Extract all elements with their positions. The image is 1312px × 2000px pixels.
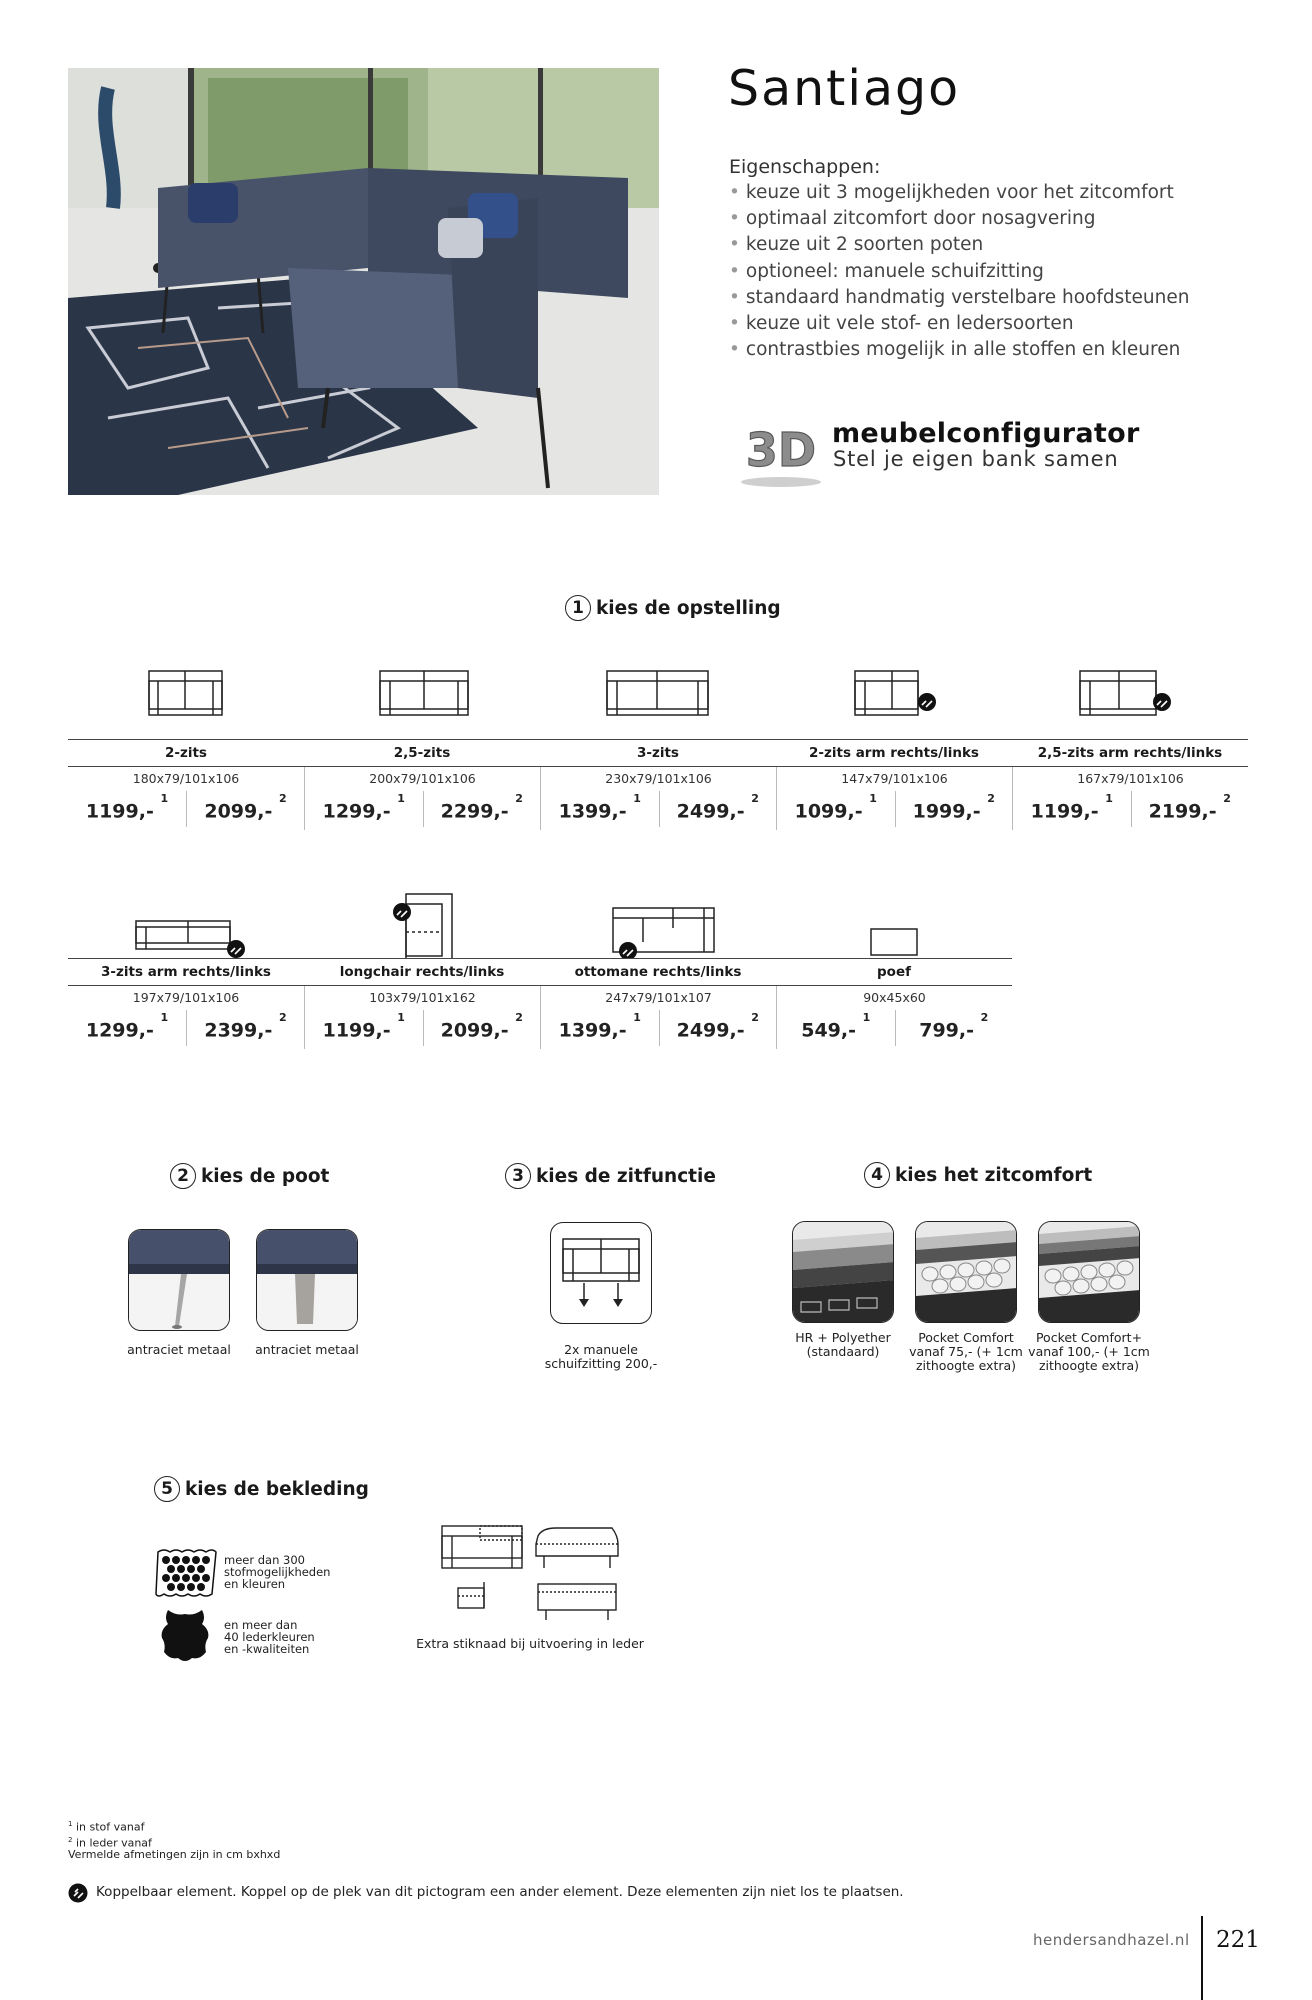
leg-option-2[interactable] xyxy=(256,1229,358,1331)
comfort-option-3-label: Pocket Comfort+ vanaf 100,- (+ 1cm zithoogte extra) xyxy=(1028,1330,1150,1373)
configuration-option[interactable] xyxy=(304,663,540,830)
step4-title: kies het zitcomfort xyxy=(895,1164,1093,1186)
properties-list xyxy=(729,180,1189,363)
price-fabric: 549,- $^1$ xyxy=(801,1011,871,1042)
leather-hide-icon xyxy=(158,1608,212,1668)
pocket-springs-plus-icon xyxy=(1039,1222,1140,1323)
price-leather: 799,- $^2$ xyxy=(895,1010,1013,1046)
option-dimensions: 230x79/101x106 xyxy=(605,771,712,786)
price-leather: 2499,- $^2$ xyxy=(659,791,777,827)
step2-heading xyxy=(170,1163,329,1189)
step1-heading xyxy=(565,595,781,621)
price-fabric: 1399,- $^1$ xyxy=(558,1011,641,1042)
stitching-sofas-icon xyxy=(432,1522,622,1636)
option-dimensions: 197x79/101x106 xyxy=(132,990,240,1005)
property-item: • keuze uit vele stof- en ledersoorten xyxy=(729,311,1189,337)
sofa-2-5-seat-icon xyxy=(304,663,540,739)
option-name: 2,5-zits xyxy=(304,739,540,767)
price-fabric: 1199,- $^1$ xyxy=(85,792,169,823)
step3-heading xyxy=(505,1163,716,1189)
sliding-seat-icon xyxy=(551,1223,652,1324)
configuration-row-1 xyxy=(68,663,1248,830)
price-fabric: 1199,- $^1$ xyxy=(322,1011,405,1042)
step5-heading xyxy=(154,1476,369,1502)
price-fabric: 1099,- $^1$ xyxy=(794,792,877,823)
comfort-option-1[interactable] xyxy=(792,1221,894,1323)
price-fabric: 1299,- $^1$ xyxy=(322,792,405,823)
configuration-option[interactable] xyxy=(540,663,776,830)
option-dimensions: 180x79/101x106 xyxy=(132,771,240,786)
footnote-3: Vermelde afmetingen zijn in cm bxhxd xyxy=(68,1848,281,1862)
price-leather: 2199,- $^2$ xyxy=(1131,791,1249,827)
footnote-2: $^2$ in leder vanaf xyxy=(68,1835,152,1850)
option-dimensions: 200x79/101x106 xyxy=(369,771,476,786)
configuration-option[interactable] xyxy=(776,663,1012,830)
configurator-title[interactable]: meubelconfigurator xyxy=(832,418,1140,449)
sofa-2-seat-arm-icon xyxy=(776,663,1012,739)
ottoman-icon xyxy=(540,882,776,958)
property-item: • keuze uit 3 mogelijkheden voor het zitcomfort xyxy=(729,180,1189,206)
comfort-option-2[interactable] xyxy=(915,1221,1017,1323)
configuration-option[interactable] xyxy=(304,882,540,1049)
comfort-option-2-label: Pocket Comfort vanaf 75,- (+ 1cm zithoogte extra) xyxy=(909,1330,1023,1373)
option-dimensions: 103x79/101x162 xyxy=(369,990,476,1005)
link-icon xyxy=(68,1883,88,1907)
step3-number: 3 xyxy=(505,1163,531,1189)
option-name: 2,5-zits arm rechts/links xyxy=(1012,739,1248,767)
leg-option-2-label: antraciet metaal xyxy=(255,1342,359,1357)
price-leather: 2099,- $^2$ xyxy=(423,1010,541,1046)
option-dimensions: 90x45x60 xyxy=(863,990,926,1005)
property-item: • contrastbies mogelijk in alle stoffen en kleuren xyxy=(729,337,1189,363)
price-leather: 2499,- $^2$ xyxy=(659,1010,777,1046)
product-title: Santiago xyxy=(728,60,961,117)
price-fabric: 1399,- $^1$ xyxy=(558,792,641,823)
leg-block-icon xyxy=(257,1230,358,1331)
option-name: 3-zits arm rechts/links xyxy=(68,958,304,986)
step2-number: 2 xyxy=(170,1163,196,1189)
hero-photo xyxy=(68,68,659,495)
step3-title: kies de zitfunctie xyxy=(536,1165,716,1187)
price-leather: 1999,- $^2$ xyxy=(895,791,1013,827)
svg-text:3D: 3D xyxy=(745,423,817,477)
properties-heading: Eigenschappen: xyxy=(729,156,881,178)
configuration-option[interactable] xyxy=(540,882,776,1049)
footnotes xyxy=(68,1818,280,1861)
comfort-option-3[interactable] xyxy=(1038,1221,1140,1323)
property-item: • keuze uit 2 soorten poten xyxy=(729,232,1189,258)
price-leather: 2099,- $^2$ xyxy=(186,791,304,827)
option-name: poef xyxy=(776,958,1012,986)
option-dimensions: 147x79/101x106 xyxy=(841,771,948,786)
property-item: • optimaal zitcomfort door nosagvering xyxy=(729,206,1189,232)
configuration-option[interactable] xyxy=(1012,663,1248,830)
longchair-icon xyxy=(304,882,540,958)
configuration-option[interactable] xyxy=(776,882,1012,1049)
configurator-subtitle[interactable]: Stel je eigen bank samen xyxy=(833,447,1119,471)
step4-number: 4 xyxy=(864,1162,890,1188)
property-item: • optioneel: manuele schuifzitting xyxy=(729,259,1189,285)
option-name: ottomane rechts/links xyxy=(540,958,776,986)
fabric-swatch-icon xyxy=(154,1548,218,1602)
pouf-icon xyxy=(776,882,1012,958)
sofa-2-5-seat-arm-icon xyxy=(1012,663,1248,739)
configuration-row-2 xyxy=(68,882,1012,1049)
price-fabric: 1299,- $^1$ xyxy=(85,1011,169,1042)
option-name: 2-zits xyxy=(68,739,304,767)
pocket-springs-icon xyxy=(916,1222,1017,1323)
leg-tapered-icon xyxy=(129,1230,230,1331)
option-name: 3-zits xyxy=(540,739,776,767)
step5-number: 5 xyxy=(154,1476,180,1502)
stitch-caption: Extra stiknaad bij uitvoering in leder xyxy=(416,1636,644,1651)
option-name: 2-zits arm rechts/links xyxy=(776,739,1012,767)
foam-layers-icon xyxy=(793,1222,894,1323)
seat-function-label-line2: schuifzitting 200,- xyxy=(544,1356,658,1371)
price-leather: 2299,- $^2$ xyxy=(423,791,541,827)
option-dimensions: 167x79/101x106 xyxy=(1077,771,1184,786)
website-link[interactable]: hendersandhazel.nl xyxy=(1033,1931,1190,1949)
sofa-3-seat-arm-icon xyxy=(68,882,304,958)
option-name: longchair rechts/links xyxy=(304,958,540,986)
seat-function-label-line1: 2x manuele xyxy=(564,1342,638,1357)
step1-number: 1 xyxy=(565,595,591,621)
price-fabric: 1199,- $^1$ xyxy=(1030,792,1113,823)
seat-function-option[interactable] xyxy=(550,1222,652,1324)
option-dimensions: 247x79/101x107 xyxy=(605,990,712,1005)
leather-options-text: en meer dan 40 lederkleuren en -kwaliteiten xyxy=(224,1618,315,1656)
page-number: 221 xyxy=(1216,1927,1260,1953)
sofa-3-seat-icon xyxy=(540,663,776,739)
link-legend-text: Koppelbaar element. Koppel op de plek van dit pictogram een ander element. Deze elementen zijn niet los te plaatsen. xyxy=(96,1884,904,1900)
step4-heading xyxy=(864,1162,1092,1188)
fabric-options-text: meer dan 300 stofmogelijkheden en kleuren xyxy=(224,1553,331,1591)
step5-title: kies de bekleding xyxy=(185,1478,369,1500)
comfort-option-1-label: HR + Polyether (standaard) xyxy=(795,1330,891,1359)
step2-title: kies de poot xyxy=(201,1165,330,1187)
leg-option-1-label: antraciet metaal xyxy=(127,1342,231,1357)
footnote-1: $^1$ in stof vanaf xyxy=(68,1820,145,1834)
page-divider xyxy=(1201,1916,1203,2000)
configurator-3d-logo[interactable] xyxy=(735,418,827,490)
property-item: • standaard handmatig verstelbare hoofdsteunen xyxy=(729,285,1189,311)
step1-title: kies de opstelling xyxy=(596,597,781,619)
configuration-option[interactable] xyxy=(68,882,304,1049)
leg-option-1[interactable] xyxy=(128,1229,230,1331)
sofa-2-seat-icon xyxy=(68,663,304,739)
configuration-option[interactable] xyxy=(68,663,304,830)
price-leather: 2399,- $^2$ xyxy=(186,1010,304,1046)
